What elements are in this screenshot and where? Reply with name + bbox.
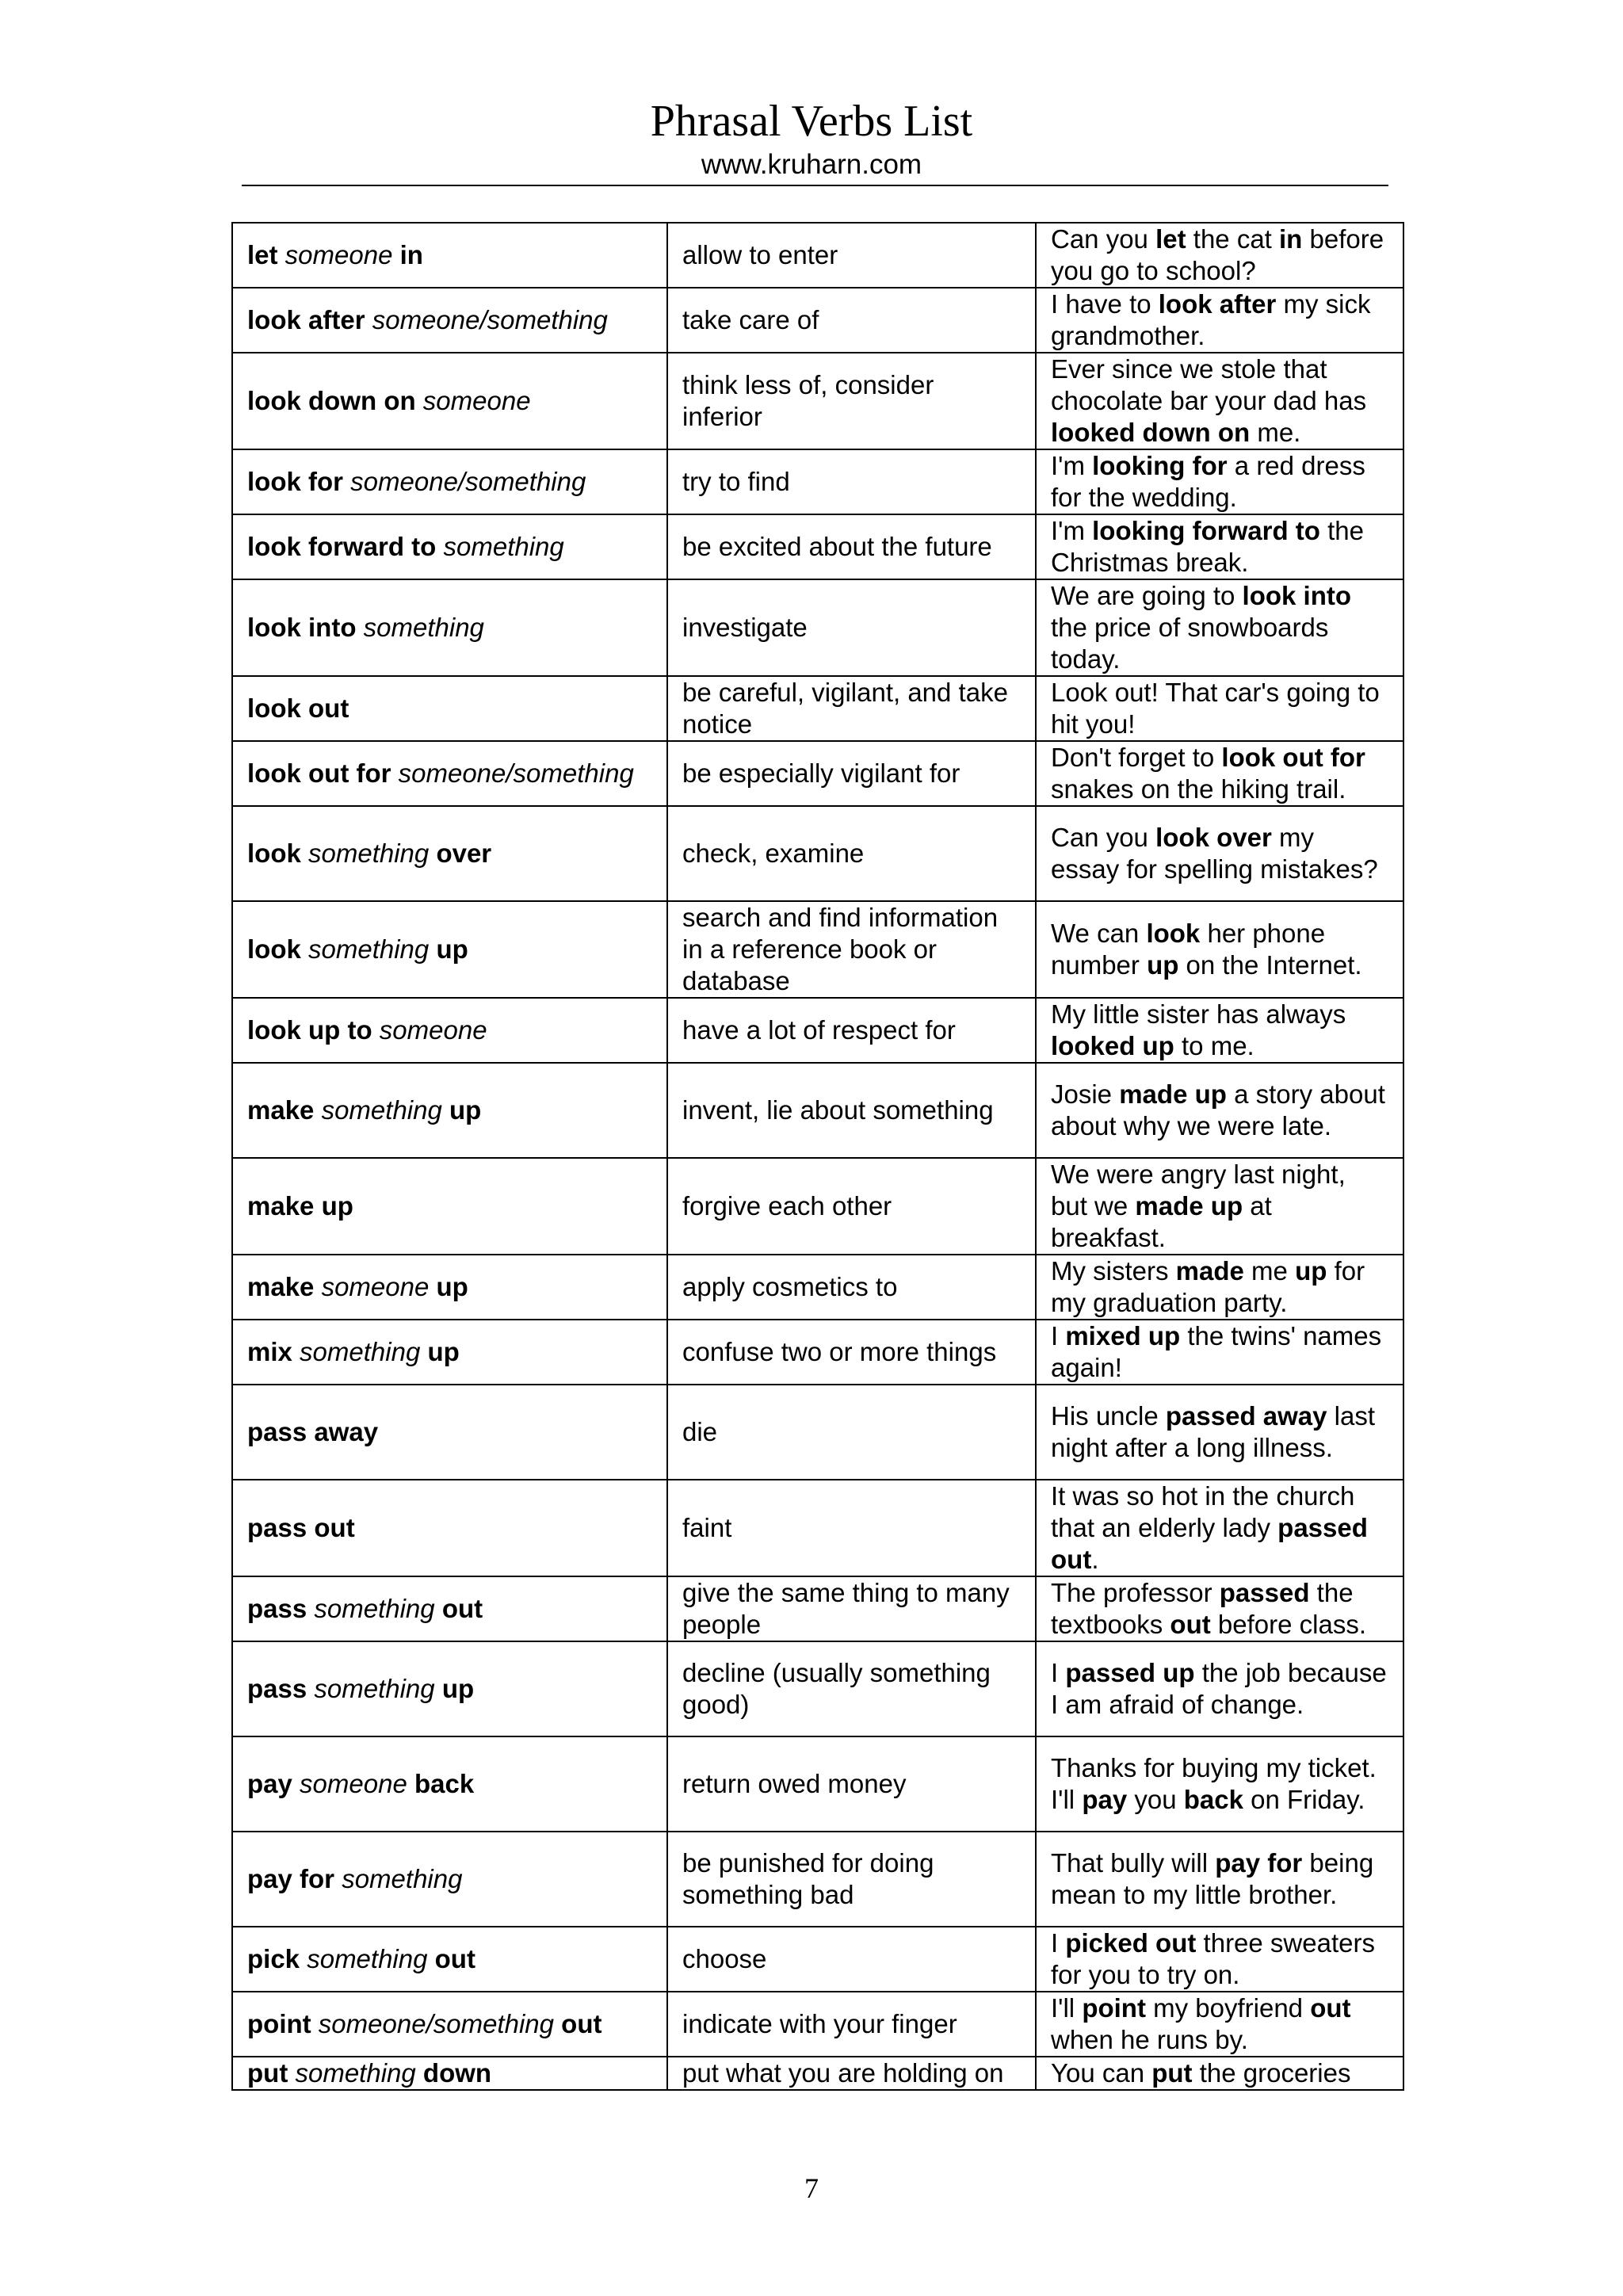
text-segment: snakes on the hiking trail. [1051, 774, 1346, 804]
text-segment: up [449, 1095, 482, 1125]
table-row [232, 1736, 1403, 1832]
text-segment: . [1091, 1545, 1099, 1574]
meaning-cell: allow to enter [667, 223, 1036, 288]
phrasal-verb-cell [232, 1480, 667, 1576]
header-divider [242, 185, 1388, 186]
text-segment: mixed up [1065, 1321, 1181, 1350]
text-segment: looked down on [1051, 418, 1251, 447]
example-cell [1036, 288, 1403, 353]
text-segment: the Christmas break. [1051, 516, 1365, 577]
text-segment: on the Internet. [1178, 950, 1362, 980]
example-cell [1036, 1736, 1403, 1832]
table-body [232, 223, 1403, 2090]
text-segment: look up to [247, 1015, 372, 1045]
text-segment: We were angry last night, but we [1051, 1159, 1346, 1221]
text-segment: passed [1219, 1578, 1310, 1607]
text-segment: My little sister has always [1051, 999, 1346, 1029]
phrasal-verb-cell [232, 353, 667, 449]
example-cell [1036, 2057, 1403, 2090]
text-segment: look out [247, 693, 349, 723]
table-row [232, 806, 1403, 901]
text-segment: being mean to my little brother. [1051, 1848, 1374, 1909]
text-segment: something [436, 532, 564, 561]
table-row [232, 1385, 1403, 1480]
text-segment: up [1147, 950, 1179, 980]
table-row [232, 1063, 1403, 1158]
text-segment: I have to [1051, 289, 1159, 319]
table-row [232, 1480, 1403, 1576]
phrasal-verb-cell [232, 741, 667, 806]
phrasal-verb-cell [232, 2057, 667, 2090]
example-cell [1036, 676, 1403, 741]
text-segment: someone/something [365, 305, 608, 334]
text-segment: pay [247, 1769, 292, 1798]
phrasal-verb-cell [232, 1158, 667, 1255]
text-segment: I [1051, 1658, 1066, 1687]
text-segment: made up [1119, 1079, 1227, 1109]
text-segment: someone [372, 1015, 487, 1045]
text-segment: make [247, 1272, 315, 1301]
page-number: 7 [804, 2172, 819, 2204]
meaning-cell: have a lot of respect for [667, 998, 1036, 1063]
example-cell [1036, 1927, 1403, 1992]
text-segment: look over [1155, 823, 1272, 852]
text-segment: pick [247, 1944, 300, 1973]
text-segment: Josie [1051, 1079, 1120, 1109]
text-segment: Can you [1051, 224, 1156, 254]
text-segment: Thanks for buying my ticket. I'll [1051, 1753, 1377, 1814]
text-segment: something [292, 1337, 428, 1366]
phrasal-verb-cell [232, 288, 667, 353]
text-segment: passed out [1051, 1513, 1368, 1574]
text-segment: look [1146, 919, 1201, 948]
text-segment: in [399, 240, 423, 269]
example-cell [1036, 1992, 1403, 2057]
example-cell [1036, 1255, 1403, 1320]
text-segment: someone/something [391, 758, 634, 788]
text-segment: look [247, 839, 301, 868]
text-segment: look after [247, 305, 365, 334]
phrasal-verb-cell [232, 998, 667, 1063]
text-segment: let [1155, 224, 1186, 254]
text-segment: someone/something [311, 2009, 562, 2038]
text-segment: put [247, 2058, 288, 2088]
text-segment: something [334, 1864, 463, 1893]
phrasal-verb-cell [232, 676, 667, 741]
example-cell [1036, 1320, 1403, 1385]
example-cell [1036, 741, 1403, 806]
text-segment: her phone number [1051, 919, 1326, 980]
meaning-cell: decline (usually something good) [667, 1641, 1036, 1736]
meaning-cell: die [667, 1385, 1036, 1480]
text-segment: It was so hot in the church that an elderly lady [1051, 1481, 1355, 1542]
text-segment: pass away [247, 1417, 379, 1446]
text-segment: up [436, 1272, 468, 1301]
text-segment: I [1051, 1928, 1066, 1958]
phrasal-verb-cell [232, 223, 667, 288]
meaning-cell: check, examine [667, 806, 1036, 901]
meaning-cell: invent, lie about something [667, 1063, 1036, 1158]
example-cell [1036, 353, 1403, 449]
text-segment: the cat [1186, 224, 1280, 254]
phrasal-verb-cell [232, 901, 667, 998]
meaning-cell: take care of [667, 288, 1036, 353]
phrasal-verb-cell [232, 1641, 667, 1736]
text-segment: up [1295, 1256, 1327, 1286]
text-segment: look out for [247, 758, 391, 788]
meaning-cell: try to find [667, 449, 1036, 514]
table-row [232, 223, 1403, 288]
text-segment: look into [1242, 581, 1352, 610]
table-row [232, 901, 1403, 998]
meaning-cell: confuse two or more things [667, 1320, 1036, 1385]
meaning-cell: faint [667, 1480, 1036, 1576]
meaning-cell: forgive each other [667, 1158, 1036, 1255]
text-segment: look out for [1221, 743, 1365, 772]
table-row [232, 1927, 1403, 1992]
text-segment: pass [247, 1594, 307, 1623]
text-segment: up [436, 934, 468, 964]
text-segment: pass [247, 1674, 307, 1703]
text-segment: We can [1051, 919, 1147, 948]
text-segment: the textbooks [1051, 1578, 1354, 1639]
text-segment: Look out! That car's going to hit you! [1051, 678, 1380, 739]
text-segment: put [1151, 2058, 1193, 2088]
example-cell [1036, 223, 1403, 288]
text-segment: picked out [1065, 1928, 1197, 1958]
meaning-cell: be careful, vigilant, and take notice [667, 676, 1036, 741]
text-segment: You can [1051, 2058, 1152, 2088]
table-row [232, 998, 1403, 1063]
phrasal-verb-cell [232, 1927, 667, 1992]
table-row [232, 1641, 1403, 1736]
text-segment: I'm [1051, 451, 1093, 480]
table-row [232, 1158, 1403, 1255]
text-segment: made up [1135, 1191, 1243, 1221]
text-segment: something [288, 2058, 423, 2088]
text-segment: someone [415, 386, 531, 415]
text-segment: out [561, 2009, 602, 2038]
example-cell [1036, 1158, 1403, 1255]
text-segment: made [1175, 1256, 1244, 1286]
text-segment: a story about about why we were late. [1051, 1079, 1385, 1140]
example-cell [1036, 806, 1403, 901]
table-row [232, 514, 1403, 579]
table-row [232, 1255, 1403, 1320]
example-cell [1036, 1385, 1403, 1480]
text-segment: someone [314, 1272, 437, 1301]
text-segment: for my graduation party. [1051, 1256, 1365, 1317]
text-segment: up [427, 1337, 460, 1366]
phrasal-verb-cell [232, 1063, 667, 1158]
text-segment: out [441, 1594, 483, 1623]
text-segment: to me. [1174, 1031, 1254, 1060]
meaning-cell: put what you are holding on [667, 2057, 1036, 2090]
text-segment: pay for [1215, 1848, 1303, 1878]
text-segment: pay for [247, 1864, 335, 1893]
meaning-cell: be especially vigilant for [667, 741, 1036, 806]
table-row [232, 1576, 1403, 1641]
meaning-cell: investigate [667, 579, 1036, 676]
text-segment: I [1051, 1321, 1066, 1350]
text-segment: back [1183, 1785, 1243, 1814]
text-segment: look into [247, 613, 357, 642]
text-segment: Can you [1051, 823, 1156, 852]
text-segment: Don't forget to [1051, 743, 1222, 772]
phrasal-verb-cell [232, 1992, 667, 2057]
phrasal-verb-cell [232, 1385, 667, 1480]
text-segment: over [436, 839, 492, 868]
text-segment: look after [1158, 289, 1277, 319]
phrasal-verb-cell [232, 1576, 667, 1641]
meaning-cell: choose [667, 1927, 1036, 1992]
text-segment: We are going to [1051, 581, 1243, 610]
text-segment: the groceries [1192, 2058, 1351, 2088]
text-segment: when he runs by. [1051, 2025, 1248, 2054]
text-segment: something [307, 1594, 442, 1623]
text-segment: mix [247, 1337, 292, 1366]
text-segment: someone [292, 1769, 414, 1798]
example-cell [1036, 1832, 1403, 1927]
page-title: Phrasal Verbs List [650, 97, 973, 146]
phrasal-verb-cell [232, 1736, 667, 1832]
text-segment: my essay for spelling mistakes? [1051, 823, 1378, 884]
table-row [232, 1320, 1403, 1385]
text-segment: look forward to [247, 532, 437, 561]
text-segment: pay [1082, 1785, 1128, 1814]
text-segment: That bully will [1051, 1848, 1216, 1878]
text-segment: down [422, 2058, 492, 2088]
text-segment: look [247, 934, 301, 964]
table-row [232, 1832, 1403, 1927]
text-segment: up [441, 1674, 475, 1703]
table-row [232, 288, 1403, 353]
example-cell [1036, 1641, 1403, 1736]
example-cell [1036, 1063, 1403, 1158]
phrasal-verb-cell [232, 514, 667, 579]
text-segment: the twins' names again! [1051, 1321, 1382, 1382]
phrasal-verb-cell [232, 1320, 667, 1385]
text-segment: My sisters [1051, 1256, 1176, 1286]
example-cell [1036, 1480, 1403, 1576]
table-row [232, 353, 1403, 449]
text-segment: someone [277, 240, 400, 269]
phrasal-verb-cell [232, 579, 667, 676]
text-segment: a red dress for the wedding. [1051, 451, 1365, 512]
text-segment: back [414, 1769, 475, 1798]
meaning-cell: be excited about the future [667, 514, 1036, 579]
meaning-cell: think less of, consider inferior [667, 353, 1036, 449]
text-segment: the price of snowboards today. [1051, 613, 1329, 674]
table-row [232, 579, 1403, 676]
text-segment: look down on [247, 386, 416, 415]
text-segment: look for [247, 467, 343, 496]
text-segment: looking forward to [1092, 516, 1320, 545]
phrasal-verb-cell [232, 1832, 667, 1927]
text-segment: out [1170, 1610, 1211, 1639]
text-segment: last night after a long illness. [1051, 1401, 1376, 1462]
text-segment: point [1082, 1993, 1146, 2023]
text-segment: looked up [1051, 1031, 1174, 1060]
text-segment: someone/something [343, 467, 586, 496]
example-cell [1036, 449, 1403, 514]
text-segment: something [300, 839, 437, 868]
table-row [232, 2057, 1403, 2090]
text-segment: something [356, 613, 484, 642]
example-cell [1036, 901, 1403, 998]
text-segment: looking for [1092, 451, 1228, 480]
text-segment: make [247, 1095, 315, 1125]
text-segment: His uncle [1051, 1401, 1166, 1431]
text-segment: on Friday. [1243, 1785, 1365, 1814]
phrasal-verb-cell [232, 1255, 667, 1320]
text-segment: passed away [1165, 1401, 1327, 1431]
meaning-cell: indicate with your finger [667, 1992, 1036, 2057]
example-cell [1036, 998, 1403, 1063]
text-segment: you [1127, 1785, 1184, 1814]
text-segment: something [300, 1944, 435, 1973]
text-segment: out [1310, 1993, 1351, 2023]
table-row [232, 449, 1403, 514]
text-segment: something [300, 934, 437, 964]
text-segment: me [1243, 1256, 1296, 1286]
meaning-cell: return owed money [667, 1736, 1036, 1832]
text-segment: Ever since we stole that chocolate bar your dad has [1051, 354, 1367, 415]
text-segment: the job because I am afraid of change. [1051, 1658, 1387, 1719]
text-segment: in [1279, 224, 1303, 254]
text-segment: my boyfriend [1145, 1993, 1311, 2023]
text-segment: I'll [1051, 1993, 1083, 2023]
text-segment: The professor [1051, 1578, 1220, 1607]
text-segment: passed up [1065, 1658, 1195, 1687]
text-segment: three sweaters for you to try on. [1051, 1928, 1375, 1989]
text-segment: make up [247, 1191, 353, 1221]
table-row [232, 676, 1403, 741]
text-segment: before class. [1210, 1610, 1366, 1639]
table-row [232, 1992, 1403, 2057]
text-segment: me. [1250, 418, 1301, 447]
text-segment: out [434, 1944, 475, 1973]
meaning-cell: be punished for doing something bad [667, 1832, 1036, 1927]
text-segment: something [307, 1674, 442, 1703]
phrasal-verb-cell [232, 449, 667, 514]
phrasal-verbs-table [231, 222, 1404, 2091]
meaning-cell: search and find information in a reference book or database [667, 901, 1036, 998]
text-segment: something [314, 1095, 449, 1125]
text-segment: pass out [247, 1513, 355, 1542]
website-url: www.kruharn.com [701, 149, 922, 180]
phrasal-verb-cell [232, 806, 667, 901]
text-segment: my sick grandmother. [1051, 289, 1371, 350]
meaning-cell: apply cosmetics to [667, 1255, 1036, 1320]
table-row [232, 741, 1403, 806]
text-segment: point [247, 2009, 311, 2038]
example-cell [1036, 579, 1403, 676]
example-cell [1036, 514, 1403, 579]
text-segment: at breakfast. [1051, 1191, 1272, 1252]
text-segment: let [247, 240, 278, 269]
meaning-cell: give the same thing to many people [667, 1576, 1036, 1641]
text-segment: I'm [1051, 516, 1093, 545]
text-segment: before you go to school? [1051, 224, 1384, 285]
example-cell [1036, 1576, 1403, 1641]
